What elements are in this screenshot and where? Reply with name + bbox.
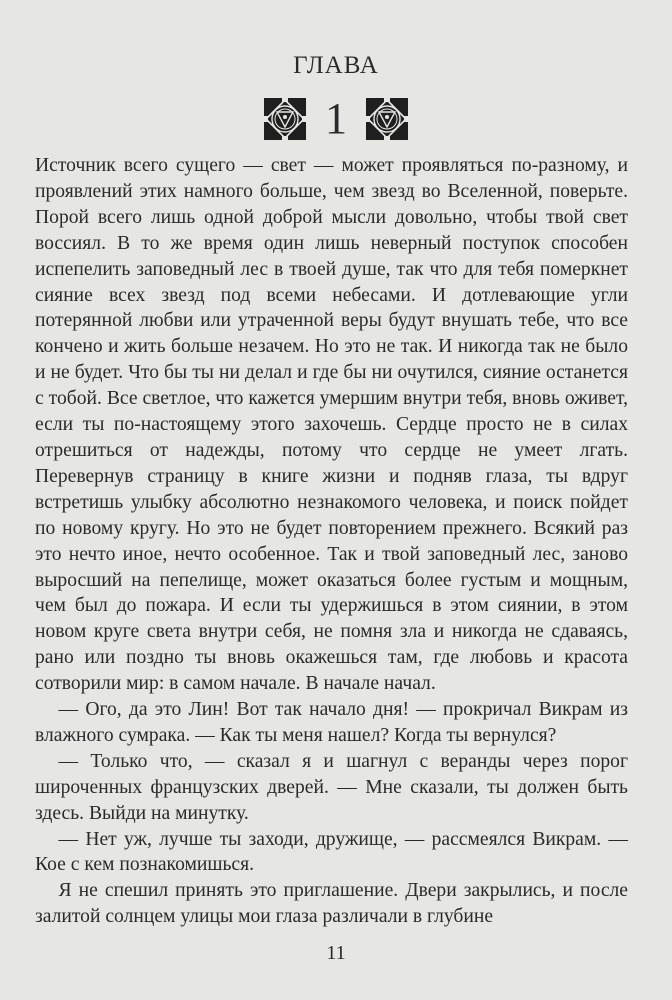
chapter-body	[35, 153, 628, 930]
chapter-heading	[0, 94, 672, 144]
paragraph: — Нет уж, лучше ты заходи, дружище, — рассмеялся Викрам. — Кое с кем познакомишься.	[35, 828, 628, 876]
paragraph: Источник всего сущего — свет — может проявляться по-разному, и проявлений этих намного больше, чем звезд во Вселенной, поверьте. Порой всего лишь одной доброй мысли довольно, чтобы твой свет воссиял. В то же время один лишь неверный поступок способен испепелить заповедный лес в твоей душе, так что для тебя померкнет сияние всех звезд под всеми небесами. И дотлевающие угли потерянной любви или утраченной веры будут внушать тебе, что все кончено и жить больше незачем. Но это не так. И никогда так не было и не будет. Что бы ты ни делал и где бы ни очутился, сияние останется с тобой. Все светлое, что кажется умершим внутри тебя, вновь оживет, если ты по-настоящему этого захочешь. Сердце просто не в силах отрешиться от надежды, потому что сердце не умеет лгать. Перевернув страницу в книге жизни и подняв глаза, ты вдруг встретишь улыбку абсолютно незнакомого человека, и поиск пойдет по новому кругу. Но это не будет повторением прежнего. Всякий раз это нечто иное, нечто особенное. Так и твой заповедный лес, заново выросший на пепелище, может оказаться более густым и мощным, чем был до пожара. И если ты удержишься в этом сиянии, в этом новом круге света внутри себя, не помня зла и никогда не сдаваясь, рано или поздно ты вновь окажешься там, где любовь и красота сотворили мир: в самом начале. В начале начал.	[35, 155, 628, 695]
paragraph: Я не спешил принять это приглашение. Двери закрылись, и после залитой солнцем улицы мои глаза различали в глубине	[35, 880, 628, 928]
paragraph: — Ого, да это Лин! Вот так начало дня! — прокричал Викрам из влажного сумрака. — Как ты меня нашел? Когда ты вернулся?	[35, 699, 628, 746]
page-number: 11	[326, 942, 346, 964]
yantra-mandala-icon	[365, 97, 409, 141]
paragraph: — Только что, — сказал я и шагнул с веранды через порог широченных французских дверей. — Мне сказали, ты должен быть здесь. Выйди на минутку.	[35, 750, 628, 824]
chapter-label: ГЛАВА	[293, 52, 379, 79]
yantra-mandala-icon	[263, 97, 307, 141]
chapter-number: 1	[325, 94, 347, 143]
